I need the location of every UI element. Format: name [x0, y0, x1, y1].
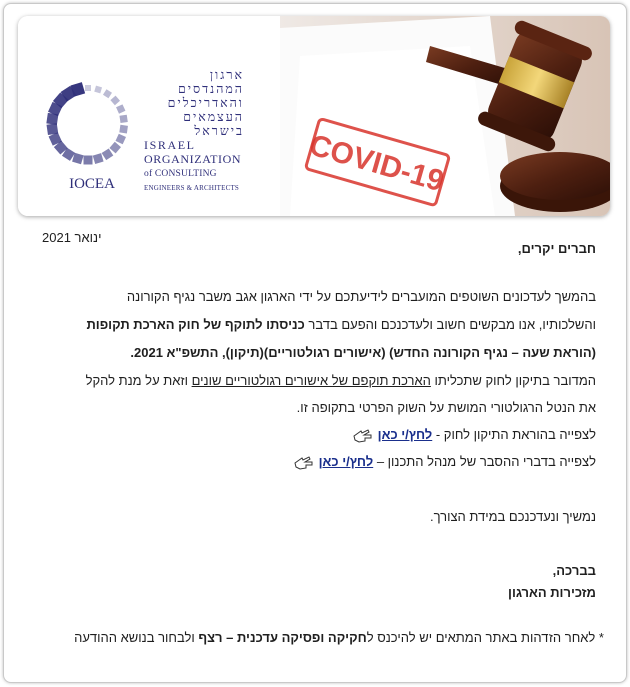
logo-square	[94, 86, 102, 94]
footnote-bold-text: חקיקה ופסיקה עדכנית – רצף	[198, 630, 367, 645]
logo-square	[93, 153, 104, 164]
p2-text-a: המדובר בתיקון לחוק שתכליתו	[430, 373, 596, 388]
svg-text:IOCEA: IOCEA	[69, 176, 115, 192]
logo-square	[46, 123, 58, 135]
pointing-hand-icon	[352, 427, 374, 445]
gavel-covid-illustration	[280, 16, 610, 216]
logo-square	[116, 134, 126, 144]
org-name-english-4: ENGINEERS & ARCHITECTS	[144, 184, 240, 192]
paragraph-2-line-1	[86, 372, 596, 390]
p2-text-b: וזאת על מנת להקל	[85, 373, 192, 388]
view-explanation-link[interactable]: לחץ/י כאן	[318, 454, 374, 469]
org-name-hebrew-4: בישראל	[194, 124, 244, 138]
signoff-greeting: בברכה,	[552, 563, 596, 578]
closing-line: נמשיך ונעדכנכם במידת הצורך.	[429, 509, 596, 524]
view-explanation-text: לצפייה בדברי ההסבר של מנהל התכנון –	[373, 454, 596, 469]
letter-date: ינואר 2021	[42, 230, 102, 245]
p1-bold-text: כניסתו לתוקף של חוק הארכת תקופות	[86, 317, 305, 332]
org-name-hebrew-3: העצמאים	[183, 110, 244, 124]
p1-plain-text: והשלכותיו, אנו מבקשים חשוב ולעדכנכם והפעם בדבר	[304, 317, 596, 332]
svg-text:COVID-19: COVID-19	[305, 128, 448, 199]
org-name-hebrew-2: והאדריכלים	[167, 96, 244, 110]
org-name-english-1: ISRAEL	[144, 138, 196, 152]
view-amendment-link[interactable]: לחץ/י כאן	[377, 427, 433, 442]
signoff-sender: מזכירות הארגון	[508, 585, 596, 600]
paragraph-2-line-2: את הנטל הרגולטורי המושת על השוק הפרטי בתקופה זו.	[296, 400, 596, 415]
logo-square	[119, 115, 127, 123]
footnote-text-a: * לאחר הזדהות באתר המתאים יש להיכנס ל	[366, 630, 604, 645]
law-title: (הוראת שעה – נגיף הקורונה החדש) (אישורים רגולטוריים)(תיקון), התשפ"א 2021.	[130, 345, 596, 360]
org-name-english-2: ORGANIZATION	[144, 152, 242, 166]
org-name-english-3: of CONSULTING	[144, 169, 217, 179]
view-amendment-text: לצפייה בהוראת התיקון לחוק -	[432, 427, 596, 442]
paragraph-1-line-2	[86, 316, 596, 334]
footnote	[74, 629, 604, 647]
logo-square	[109, 142, 121, 154]
p2-underlined-text: הארכת תוקפם של אישורים רגולטוריים שונים	[191, 373, 431, 388]
paragraph-1-line-1: בהמשך לעדכונים השוטפים המועברים לידיעתכם על ידי הארגון אגב משבר נגיף הקורונה	[126, 289, 596, 304]
logo-square	[110, 96, 120, 106]
pointing-hand-icon	[293, 454, 315, 472]
logo-square	[116, 104, 125, 113]
view-explanation-line	[293, 453, 596, 472]
view-amendment-line	[352, 426, 596, 445]
org-name	[144, 68, 244, 195]
greeting: חברים יקרים,	[517, 241, 596, 256]
logo-square	[103, 89, 112, 98]
logo-square	[102, 148, 114, 160]
header-banner	[18, 16, 610, 216]
logo-square	[119, 125, 128, 134]
footnote-text-c: ולבחור בנושא ההודעה	[74, 630, 199, 645]
logo-square	[85, 85, 91, 91]
iocea-logo-icon	[40, 76, 140, 196]
logo-square	[84, 156, 93, 165]
org-name-hebrew-1: ארגון המהנדסים	[177, 68, 244, 96]
